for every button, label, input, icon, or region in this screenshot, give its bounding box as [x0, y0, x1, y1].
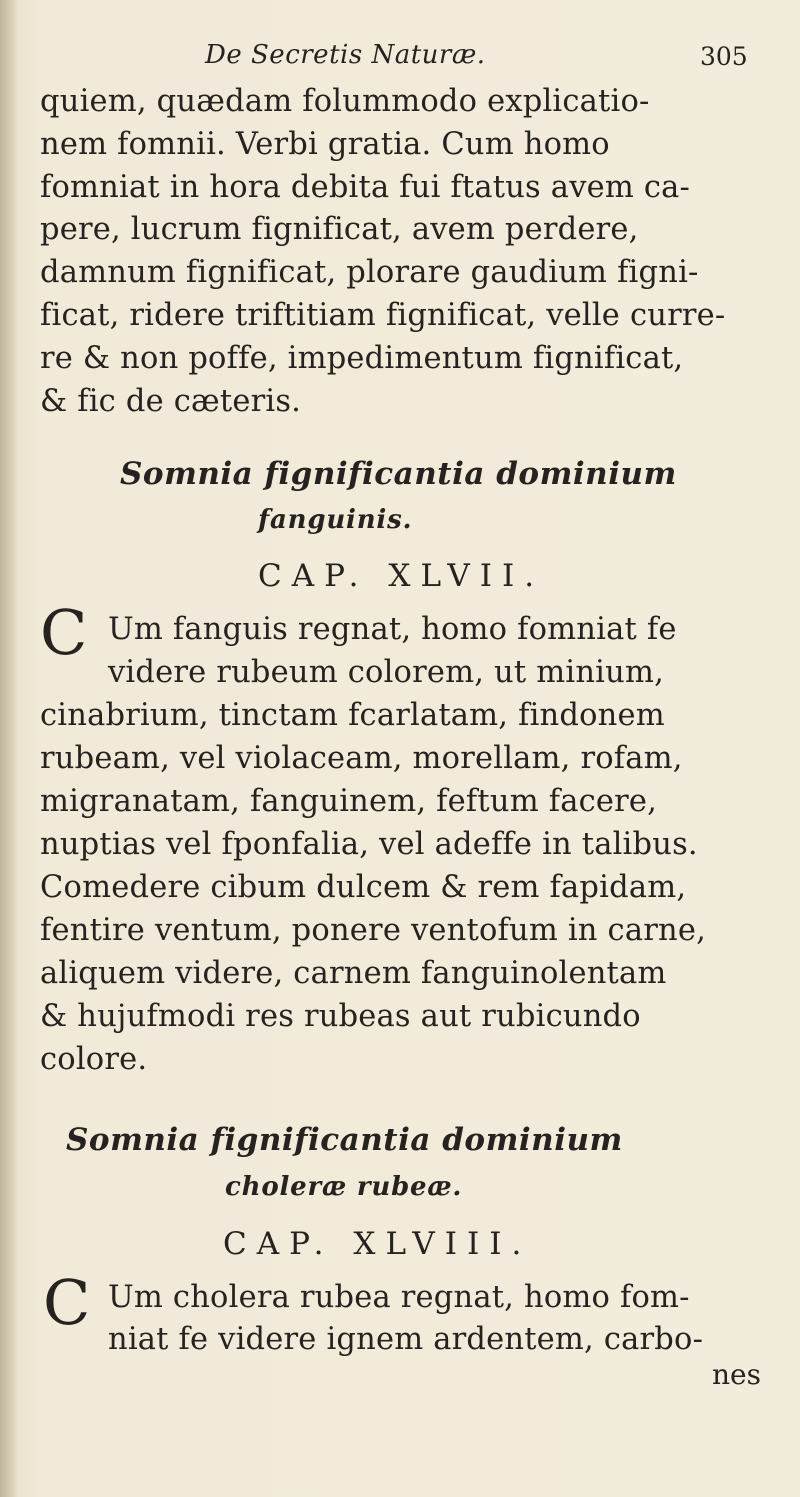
- text-line: & fic de cæteris.: [40, 384, 302, 419]
- text-line: Comedere cibum dulcem & rem fapidam,: [40, 870, 687, 905]
- page-number: 305: [700, 42, 748, 71]
- section-title: Somnia fignificantia dominium: [120, 456, 677, 492]
- text-line: nuptias vel fponfalia, vel adeffe in talibus.: [40, 827, 698, 862]
- running-head: [0, 40, 800, 80]
- text-line: colore.: [40, 1042, 148, 1077]
- text-line: Um fanguis regnat, homo fomniat fe: [108, 612, 677, 647]
- text-line: pere, lucrum fignificat, avem perdere,: [40, 212, 639, 247]
- running-head-title: De Secretis Naturæ.: [205, 40, 486, 70]
- chapter-label: CAP. XLVII.: [258, 558, 545, 594]
- text-line: quiem, quædam folummodo explicatio-: [40, 84, 650, 119]
- text-line: damnum fignificat, plorare gaudium figni-: [40, 255, 699, 290]
- text-line: fomniat in hora debita fui ftatus avem ca-: [40, 170, 691, 205]
- catchword: nes: [712, 1358, 761, 1391]
- section-title: Somnia fignificantia dominium: [66, 1122, 623, 1158]
- text-line: videre rubeum colorem, ut minium,: [108, 655, 664, 690]
- chapter-label: CAP. XLVIII.: [223, 1226, 532, 1262]
- drop-capital: C: [40, 596, 88, 669]
- text-line: fentire ventum, ponere ventofum in carne,: [40, 913, 706, 948]
- text-line: Um cholera rubea regnat, homo fom-: [108, 1280, 690, 1315]
- section-subtitle: fanguinis.: [258, 505, 413, 535]
- text-line: cinabrium, tinctam fcarlatam, findonem: [40, 698, 665, 733]
- text-line: ficat, ridere triftitiam fignificat, velle curre-: [40, 298, 726, 333]
- text-line: aliquem videre, carnem fanguinolentam: [40, 956, 667, 991]
- drop-capital: C: [43, 1266, 91, 1339]
- text-line: rubeam, vel violaceam, morellam, rofam,: [40, 741, 683, 776]
- text-line: & hujufmodi res rubeas aut rubicundo: [40, 999, 641, 1034]
- text-line: nem fomnii. Verbi gratia. Cum homo: [40, 127, 610, 162]
- text-line: re & non poffe, impedimentum fignificat,: [40, 341, 684, 376]
- section-subtitle: choleræ rubeæ.: [225, 1172, 463, 1202]
- text-line: migranatam, fanguinem, feftum facere,: [40, 784, 658, 819]
- page-gutter: [0, 0, 18, 1497]
- text-line: niat fe videre ignem ardentem, carbo-: [108, 1322, 704, 1357]
